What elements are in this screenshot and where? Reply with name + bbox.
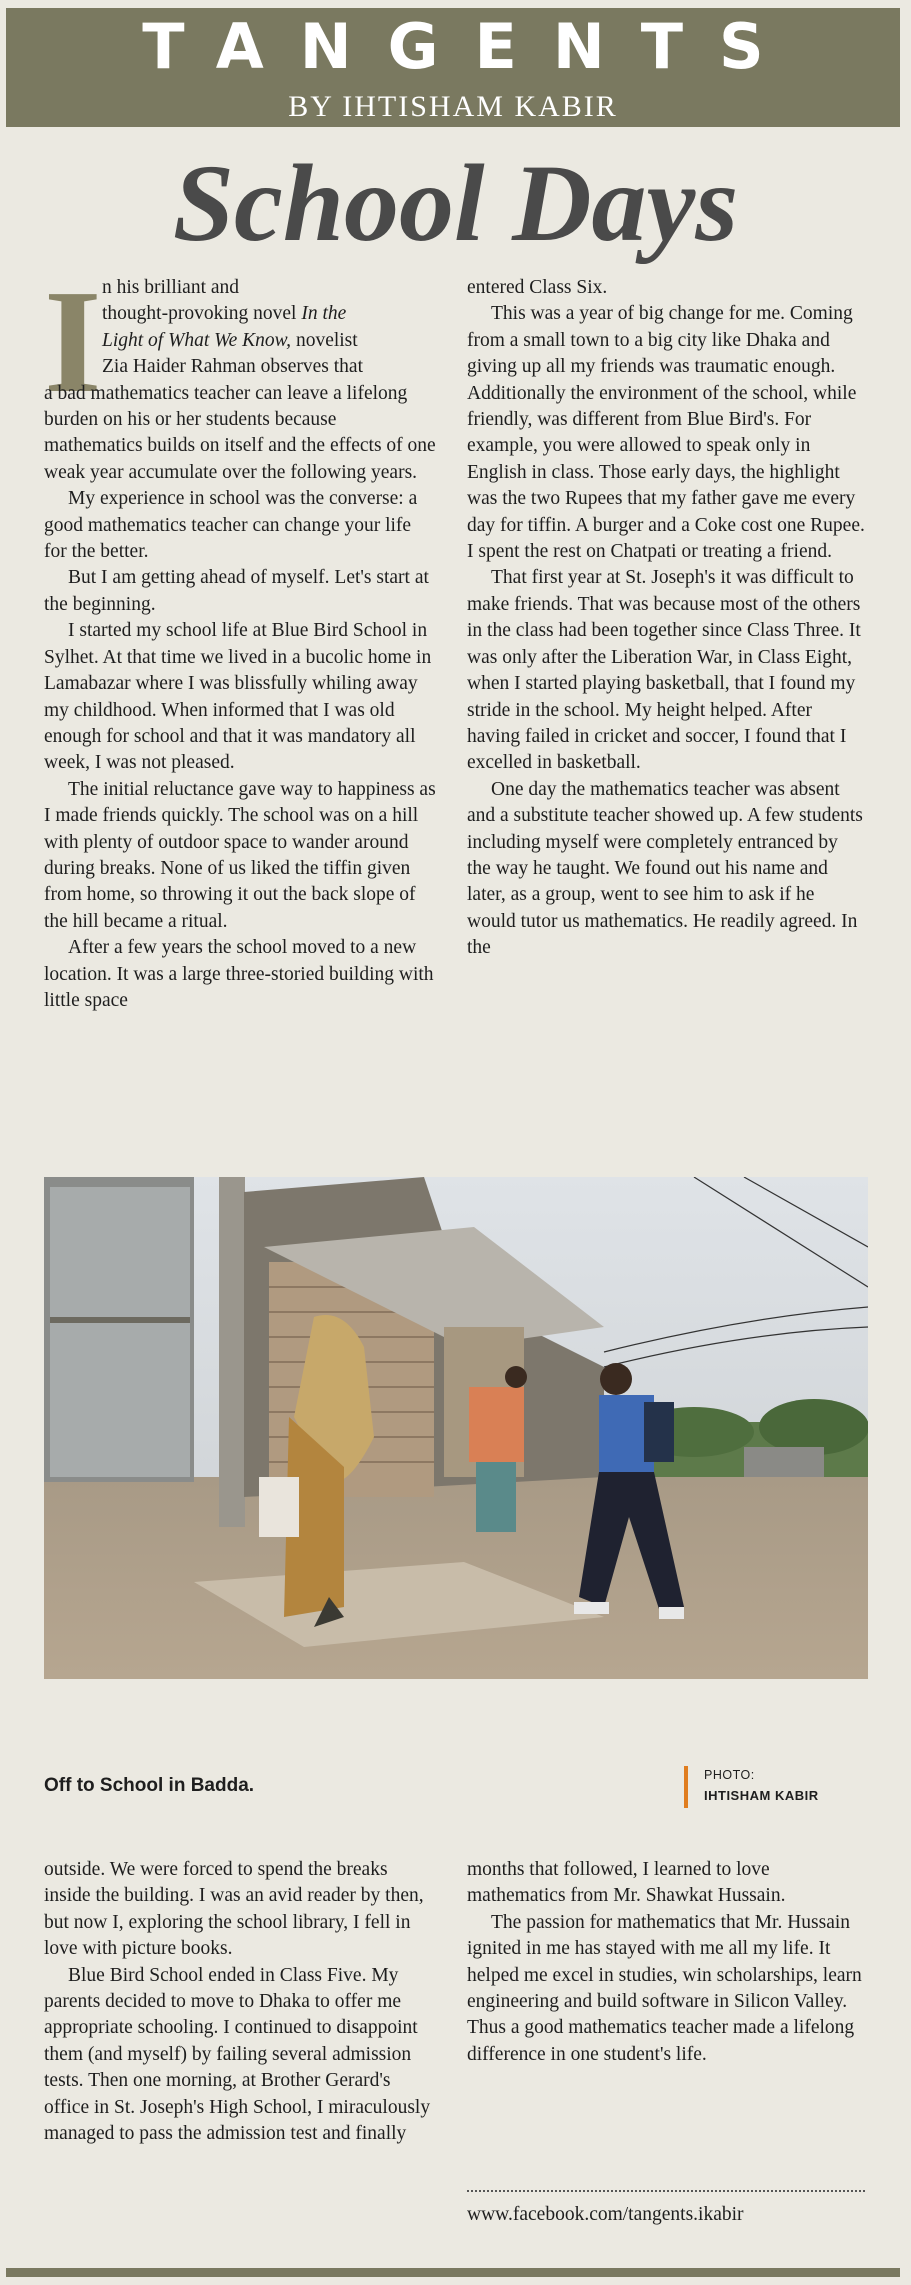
dotted-separator: [467, 2190, 865, 2192]
column-banner: [6, 8, 900, 127]
street-scene-image: [44, 1177, 868, 1679]
column-title: TANGENTS: [142, 10, 800, 83]
paragraph: months that followed, I learned to love mathematics from Mr. Shawkat Hussain.: [467, 1859, 786, 1907]
paragraph: The initial reluctance gave way to happiness as I made friends quickly. The school was on a hill with plenty of outdoor space to wander around during breaks. None of us liked the tiffin given from home, so throwing it out the back slope of the hill became a ritual.: [44, 778, 436, 932]
credit-accent-bar: [684, 1766, 688, 1808]
article-column-3: [44, 1857, 436, 2147]
book-title-part2: Light of What We Know,: [102, 329, 292, 351]
dropcap-line-3: Light of What We Know, novelist: [102, 329, 358, 351]
article-photo: [44, 1177, 868, 1679]
dropcap-line-1: n his brilliant and: [102, 277, 240, 298]
byline: BY IHTISHAM KABIR: [288, 90, 618, 123]
article-column-2: [467, 275, 865, 962]
paragraph: After a few years the school moved to a new location. It was a large three-storied building with little space: [44, 937, 434, 1011]
paragraph: The passion for mathematics that Mr. Hussain ignited in me has stayed with me all my life. It helped me excel in studies, win scholarships, learn engineering and build software in Silicon Valley. Thus a good mathematics teacher made a lifelong difference in one student's life.: [467, 1911, 862, 2065]
paragraph: My experience in school was the converse: a good mathematics teacher can change your life for the better.: [44, 488, 418, 563]
paragraph: Blue Bird School ended in Class Five. My parents decided to move to Dhaka to offer me appropriate schooling. I continued to disappoint them (and myself) by failing several admission tests. Then one morning, at Brother Gerard's office in St. Joseph's High School, I miraculously managed to pass the admission test and finally: [44, 1964, 431, 2145]
photo-credit-name: IHTISHAM KABIR: [704, 1788, 819, 1803]
paragraph: One day the mathematics teacher was absent and a substitute teacher showed up. A few students including myself were completely entranced by the way he taught. We found out his name and later, as a group, went to see him to ask if he would tutor us mathematics. He readily agreed. In the: [467, 778, 863, 959]
paragraph: I started my school life at Blue Bird School in Sylhet. At that time we lived in a bucolic home in Lamabazar where I was blissfully whiling away my childhood. When informed that I was old enough for school and that it was mandatory all week, I was not pleased.: [44, 620, 432, 774]
article-column-1: [44, 275, 436, 1014]
book-title-part1: In the: [301, 303, 347, 325]
footer-rule: [6, 2268, 900, 2277]
facebook-link[interactable]: www.facebook.com/tangents.ikabir: [467, 2204, 744, 2225]
headline: School Days: [172, 142, 739, 264]
paragraph: entered Class Six.: [467, 277, 608, 298]
article-column-4: [467, 1857, 865, 2068]
paragraph: This was a year of big change for me. Coming from a small town to a big city like Dhaka and giving up all my friends was traumatic enough. Additionally the environment of the school, while friendly, was different from Blue Bird's. For example, you were allowed to speak only in English in class. Those early days, the highlight was the two Rupees that my father gave me every day for tiffin. A burger and a Coke cost one Rupee. I spent the rest on Chatpati or treating a friend.: [467, 303, 865, 563]
drop-cap: I: [44, 260, 102, 424]
paragraph: But I am getting ahead of myself. Let's start at the beginning.: [44, 567, 429, 615]
paragraph: outside. We were forced to spend the breaks inside the building. I was an avid reader by then, but now I, exploring the school library, I fell in love with picture books.: [44, 1859, 424, 1960]
photo-credit-label: PHOTO:: [704, 1768, 755, 1782]
dropcap-line-2: thought-provoking novel In the: [102, 303, 347, 325]
photo-caption: Off to School in Badda.: [44, 1775, 255, 1796]
paragraph: [44, 275, 436, 486]
dropcap-line-4: Zia Haider Rahman observes that: [102, 356, 363, 378]
paragraph-continued: a bad mathematics teacher can leave a lifelong burden on his or her students because mathematics builds on itself and the effects of one weak year accumulate over the following years.: [44, 382, 436, 483]
paragraph: That first year at St. Joseph's it was difficult to make friends. That was because most of the others in the class had been together since Class Three. It was only after the Liberation War, in Class Eight, when I started playing basketball, that I found my stride in the school. My height helped. After having failed in cricket and soccer, I found that I excelled in basketball.: [467, 567, 861, 774]
